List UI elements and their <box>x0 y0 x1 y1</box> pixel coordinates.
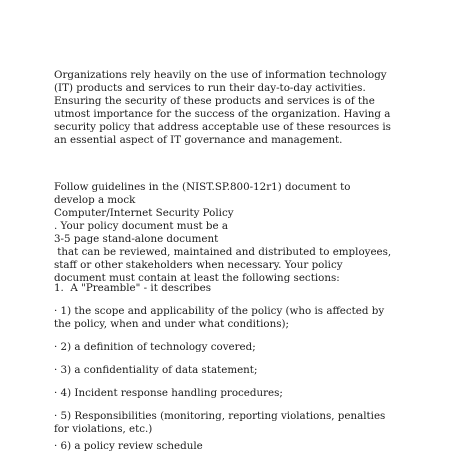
text-line: Computer/Internet Security Policy <box>54 207 234 219</box>
intro-paragraph <box>54 69 404 147</box>
list-item: · 2) a definition of technology covered; <box>54 341 256 353</box>
list-item: · 4) Incident response handling procedures; <box>54 387 283 399</box>
text-line: · 1) the scope and applicability of the policy (who is affected by <box>54 305 385 317</box>
guidelines-paragraph <box>54 181 404 285</box>
responsibilities-item <box>54 410 404 436</box>
confidentiality-item <box>54 364 404 377</box>
text-line: security policy that address acceptable use of these resources is <box>54 121 391 133</box>
text-line: that can be reviewed, maintained and distributed to employees, <box>54 246 392 258</box>
list-item: 1. A "Preamble" - it describes <box>54 282 212 294</box>
preamble-heading <box>54 282 404 295</box>
text-line: . Your policy document must be a <box>54 220 228 232</box>
text-line: document must contain at least the following sections: <box>54 272 340 284</box>
text-line: · 5) Responsibilities (monitoring, reporting violations, penalties <box>54 410 386 422</box>
text-line: staff or other stakeholders when necessary. Your policy <box>54 259 343 271</box>
text-line: utmost importance for the success of the organization. Having a <box>54 108 391 120</box>
technology-item <box>54 341 404 354</box>
text-line: the policy, when and under what conditions); <box>54 318 290 330</box>
text-line: an essential aspect of IT governance and management. <box>54 134 343 146</box>
text-line: Follow guidelines in the (NIST.SP.800-12r1) document to <box>54 181 351 193</box>
text-line: develop a mock <box>54 194 136 206</box>
text-line: (IT) products and services to run their day-to-day activities. <box>54 82 366 94</box>
text-line: 3-5 page stand-alone document <box>54 233 219 245</box>
incident-item <box>54 387 404 400</box>
list-item: · 6) a policy review schedule <box>54 440 203 452</box>
text-line: Ensuring the security of these products and services is of the <box>54 95 375 107</box>
list-item: · 3) a confidentiality of data statement; <box>54 364 258 376</box>
text-line: Organizations rely heavily on the use of information technology <box>54 69 387 81</box>
scope-item <box>54 305 404 331</box>
text-line: for violations, etc.) <box>54 423 153 435</box>
review-schedule-item <box>54 440 404 453</box>
